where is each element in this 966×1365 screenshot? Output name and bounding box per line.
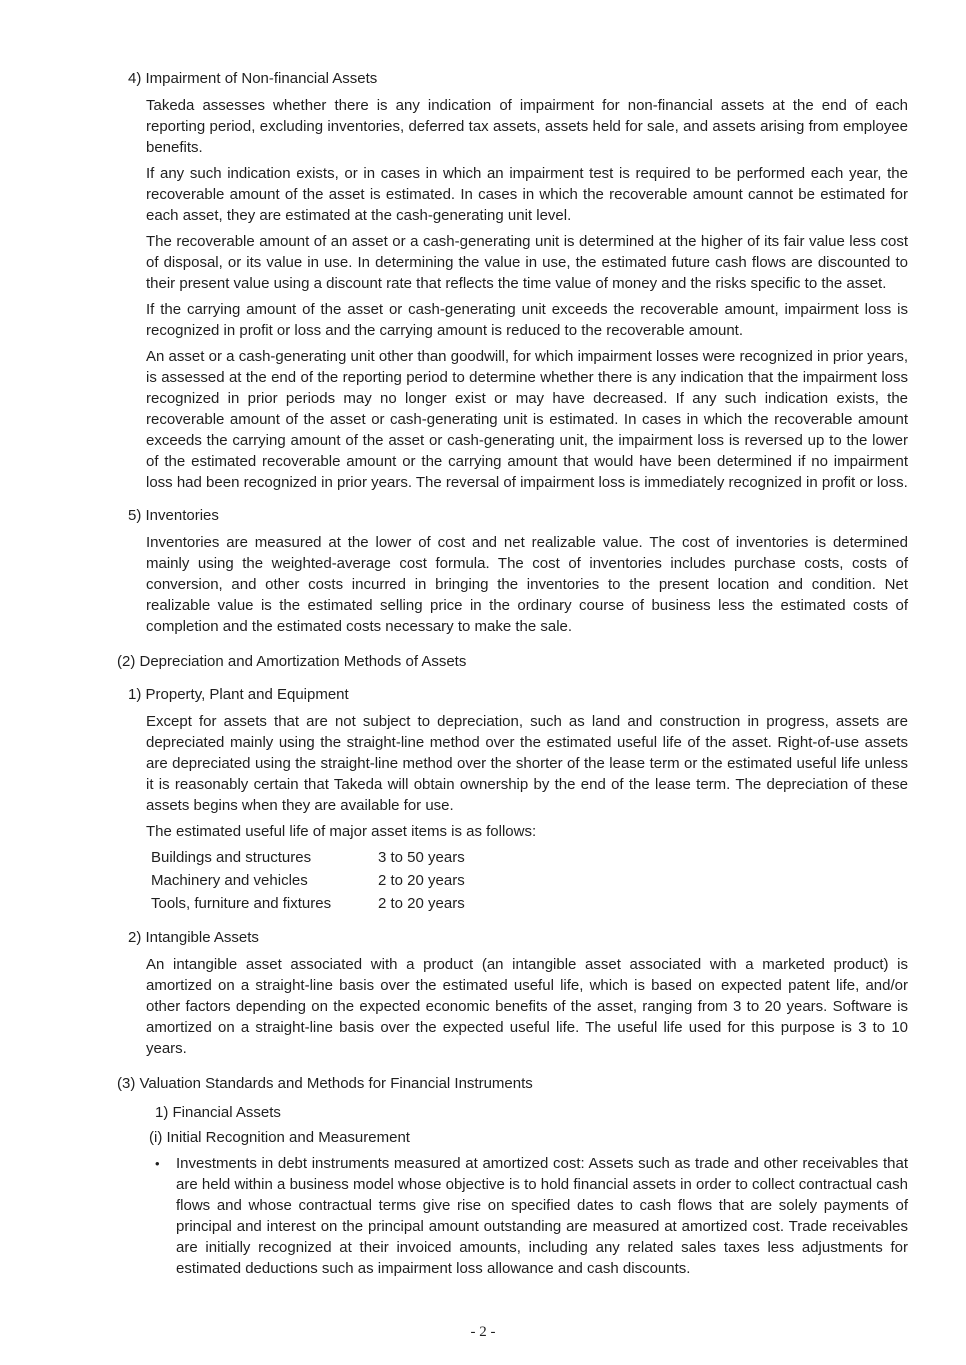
section-heading-inventories: 5) Inventories: [128, 507, 219, 524]
paragraph-useful-life-intro: The estimated useful life of major asset items is as follows:: [146, 823, 537, 840]
bullet-icon: •: [155, 1156, 160, 1171]
page-number: - 2 -: [470, 1324, 496, 1340]
subsection-heading-ppe: 1) Property, Plant and Equipment: [128, 686, 349, 703]
table-row: [151, 870, 908, 892]
table-cell-useful-life: 3 to 50 years: [378, 849, 465, 866]
section-heading-impairment: 4) Impairment of Non-financial Assets: [128, 70, 378, 87]
table-cell-asset-item: Buildings and structures: [151, 849, 312, 866]
table-cell-asset-item: Tools, furniture and fixtures: [151, 895, 332, 912]
table-cell-asset-item: Machinery and vehicles: [151, 872, 308, 889]
subsection-heading-initial-recognition: (i) Initial Recognition and Measurement: [149, 1129, 410, 1146]
paragraph-impairment-4: If the carrying amount of the asset or cash-generating unit exceeds the recoverable amount, impairment loss is recognized in profit or loss and the carrying amount is reduced to the recoverable amount.: [146, 301, 908, 339]
table-row: [151, 893, 908, 915]
table-cell-useful-life: 2 to 20 years: [378, 895, 465, 912]
subsection-heading-financial-assets: 1) Financial Assets: [155, 1104, 281, 1121]
section-heading-valuation: (3) Valuation Standards and Methods for Financial Instruments: [117, 1075, 533, 1092]
table-row: [151, 847, 908, 869]
paragraph-ppe-1: Except for assets that are not subject to depreciation, such as land and construction in progress, assets are depreciated mainly using the straight-line method over the estimated useful life of the asset. Right-of-use assets are depreciated using the straight-line method over the shorter of the lease term or the estimated useful life unless it is reasonably certain that Takeda will obtain ownership by the end of the lease term. The depreciation of these assets begins when they are available for use.: [146, 713, 908, 814]
paragraph-impairment-5: An asset or a cash-generating unit other than goodwill, for which impairment losses were recognized in prior years, is assessed at the end of the reporting period to determine whether there is any indication that the impairment loss recognized in prior periods may no longer exist or may have decreased. If any such indication exists, the recoverable amount of the asset or cash-generating unit is estimated. In cases in which the recoverable amount exceeds the carrying amount of the asset or cash-generating unit, the impairment loss is reversed up to the lower of the estimated recoverable amount or the carrying amount that would have been determined if no impairment loss had been recognized in prior years. The reversal of impairment loss is immediately recognized in profit or loss.: [146, 348, 908, 491]
table-cell-useful-life: 2 to 20 years: [378, 872, 465, 889]
paragraph-inventories-1: Inventories are measured at the lower of cost and net realizable value. The cost of inventories is determined mainly using the weighted-average cost formula. The cost of inventories includes purchase costs, costs of conversion, and other costs incurred in bringing the inventories to the present location and condition. Net realizable value is the estimated selling price in the ordinary course of business less the estimated costs of completion and the estimated costs necessary to make the sale.: [146, 534, 908, 635]
bullet-item: [155, 1153, 908, 1279]
useful-life-table: [151, 847, 908, 915]
paragraph-impairment-2: If any such indication exists, or in cases in which an impairment test is required to be performed each year, the recoverable amount of the asset is estimated. In cases in which the recoverable amount cannot be estimated for each asset, they are estimated at the cash-generating unit level.: [146, 165, 908, 224]
bullet-text: Investments in debt instruments measured at amortized cost: Assets such as trade and other receivables that are held within a business model whose objective is to hold financial assets in order to collect contractual cash flows and whose contractual terms give rise on specified dates to cash flows that are solely payments of principal and interest on the principal amount outstanding are measured at amortized cost. Trade receivables are initially recognized at their invoiced amounts, including any related sales taxes less adjustments for estimated deductions such as impairment loss allowance and cash discounts.: [176, 1155, 908, 1277]
subsection-heading-intangible: 2) Intangible Assets: [128, 929, 259, 946]
section-heading-depreciation: (2) Depreciation and Amortization Methods of Assets: [117, 653, 467, 670]
paragraph-intangible-1: An intangible asset associated with a product (an intangible asset associated with a marketed product) is amortized on a straight-line basis over the estimated useful life, which is based on expected patent life, and/or other factors depending on the expected economic benefits of the asset, ranging from 3 to 20 years. Software is amortized on a straight-line basis over the expected useful life. The useful life used for this purpose is 3 to 10 years.: [146, 956, 908, 1057]
paragraph-impairment-1: Takeda assesses whether there is any indication of impairment for non-financial assets at the end of each reporting period, excluding inventories, deferred tax assets, assets held for sale, and assets arising from employee benefits.: [146, 97, 908, 156]
paragraph-impairment-3: The recoverable amount of an asset or a cash-generating unit is determined at the higher of its fair value less cost of disposal, or its value in use. In determining the value in use, the estimated future cash flows are discounted to their present value using a discount rate that reflects the time value of money and the risks specific to the asset.: [146, 233, 908, 292]
